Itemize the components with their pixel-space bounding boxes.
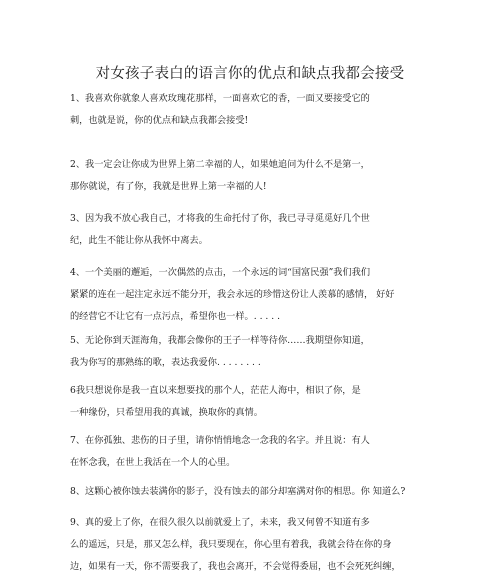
paragraph-line: 4、一个美丽的邂逅，一次偶然的点击，一个永远的词“国富民强”我们我们 <box>70 267 371 278</box>
paragraph-line: 3、因为我不放心我自己，才将我的生命托付了你，我已寻寻觅觅好几个世 <box>70 213 370 224</box>
paragraph-7 <box>70 430 440 474</box>
paragraph-line: 刺，也就是说，你的优点和缺点我都会接受! <box>70 115 249 126</box>
paragraph-line: 边，如果有一天，你不需要我了，我也会离开，不会觉得委屈，也不会死死纠缠， <box>70 561 401 572</box>
paragraph-line: 那你就说，有了你，我就是世界上第一幸福的人! <box>70 181 267 192</box>
paragraph-line: 纪，此生不能让你从我怀中离去。 <box>70 235 208 246</box>
paragraph-5 <box>70 330 440 374</box>
paragraph-line: 一种缘份，只希望用我的真诚，换取你的真情。 <box>70 407 263 418</box>
paragraph-8 <box>70 481 440 503</box>
paragraph-line: 9、真的爱上了你，在很久很久以前就爱上了，未来，我又何曾不知道有多 <box>70 517 370 528</box>
paragraph-1 <box>70 88 440 132</box>
paragraph-2 <box>70 154 440 198</box>
paragraph-6 <box>70 380 440 424</box>
paragraph-line: 的经营它不让它有一点污点，希望你也一样。. . . . . <box>70 311 281 322</box>
paragraph-line: 6我只想说你是我一直以来想要找的那个人，茫茫人海中，相识了你，是 <box>70 385 361 396</box>
paragraph-3 <box>70 208 440 252</box>
paragraph-9 <box>70 512 440 578</box>
paragraph-line: 我为你写的那熟练的歌，表达我爱你. . . . . . . . <box>70 357 261 368</box>
paragraph-line: 紧紧的连在一起注定永远不能分开，我会永远的珍惜这份让人羡慕的感情， 好好 <box>70 289 395 300</box>
paragraph-4 <box>70 262 440 328</box>
paragraph-line: 5、无论你到天涯海角，我都会像你的王子一样等待你……我期望你知道， <box>70 335 370 346</box>
paragraph-line: 7、在你孤独、悲伤的日子里，请你悄悄地念一念我的名字。并且说：有人 <box>70 435 370 446</box>
paragraph-line: 在怀念我，在世上我活在一个人的心里。 <box>70 457 236 468</box>
paragraph-line: 1、我喜欢你就象人喜欢玫瑰花那样，一面喜欢它的香，一面又要接受它的 <box>70 93 370 104</box>
paragraph-line: 么的遥远，只是，那又怎么样，我只要现在，你心里有着我，我就会待在你的身 <box>70 539 392 550</box>
paragraph-line: 2、我一定会让你成为世界上第二幸福的人，如果她追问为什么不是第一， <box>70 159 370 170</box>
document-title: 对女孩子表白的语言你的优点和缺点我都会接受 <box>95 66 405 82</box>
paragraph-line: 8、这颗心被你蚀去装满你的影子，没有蚀去的部分却塞满对你的相思。你 知道么? <box>70 486 406 497</box>
